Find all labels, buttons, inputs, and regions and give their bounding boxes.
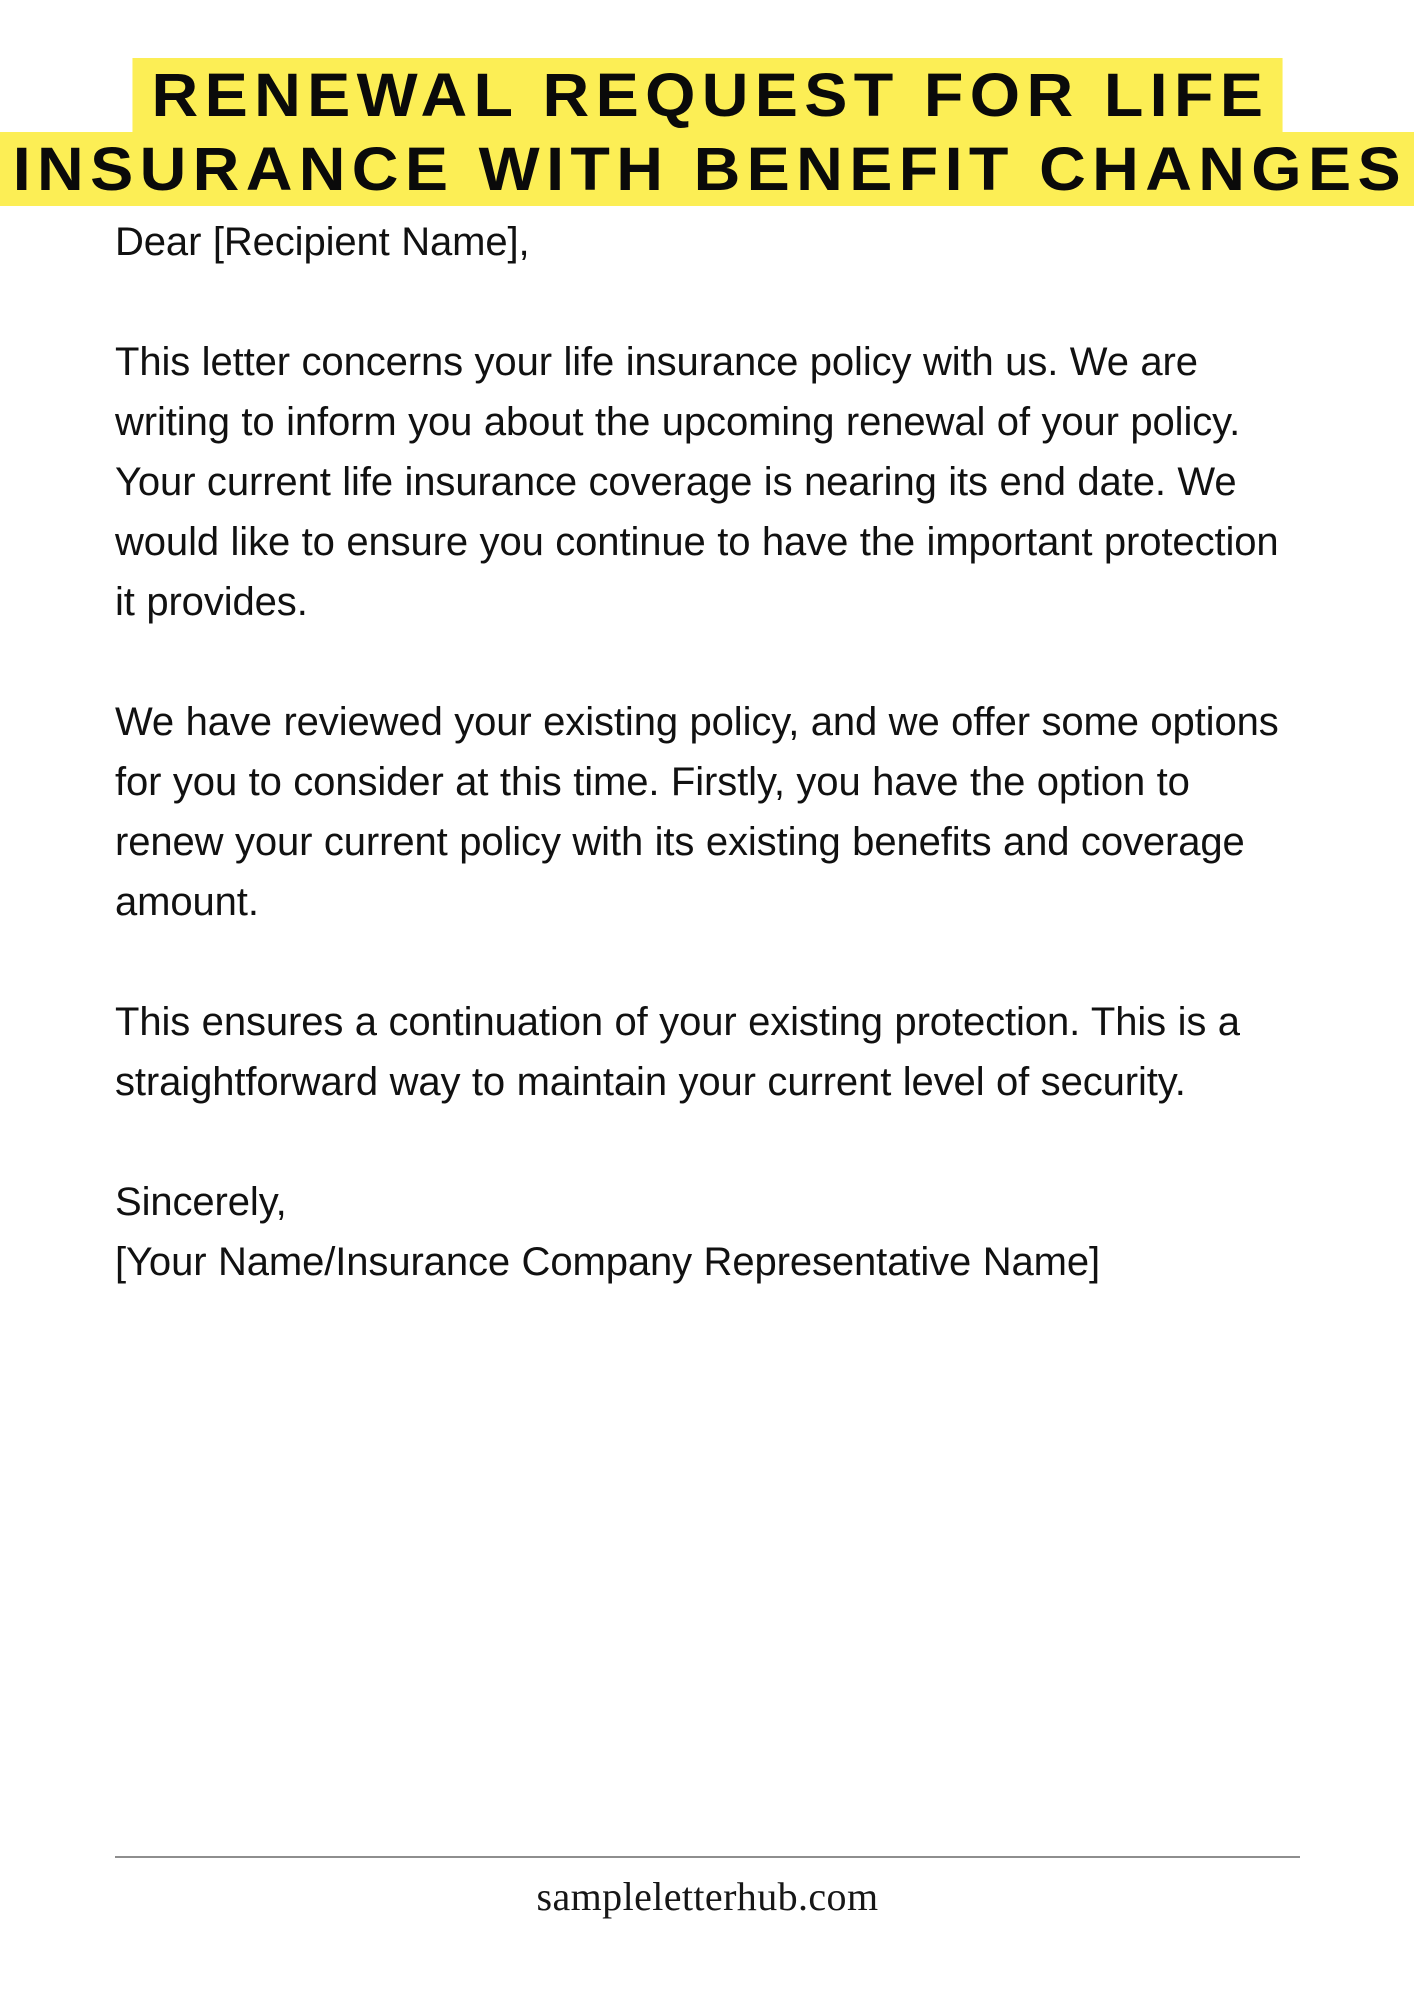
page-title-line-1: RENEWAL REQUEST FOR LIFE: [132, 58, 1282, 132]
page-title-line-2: INSURANCE WITH BENEFIT CHANGES: [0, 132, 1414, 206]
letter-salutation: Dear [Recipient Name],: [115, 220, 530, 264]
footer-website-url: sampleletterhub.com: [536, 1874, 879, 1919]
letter-paragraph-2: We have reviewed your existing policy, and we offer some options for you to consider at this time. Firstly, you have the option to renew your current policy with its existing benefits and coverage amount.: [115, 700, 1279, 924]
closing-signature: [Your Name/Insurance Company Representative Name]: [115, 1240, 1101, 1284]
letter-paragraph-1: This letter concerns your life insurance policy with us. We are writing to inform you about the upcoming renewal of your policy. Your current life insurance coverage is nearing its end date. We would like to ensure you continue to have the important protection it provides.: [115, 340, 1279, 624]
letter-paragraph-3: This ensures a continuation of your existing protection. This is a straightforward way to maintain your current level of security.: [115, 1000, 1240, 1104]
letter-body: [115, 212, 1300, 1292]
footer-divider: [115, 1856, 1300, 1858]
letter-closing: [115, 1172, 1300, 1292]
closing-salutation: Sincerely,: [115, 1180, 287, 1224]
page-title: [0, 58, 1414, 206]
